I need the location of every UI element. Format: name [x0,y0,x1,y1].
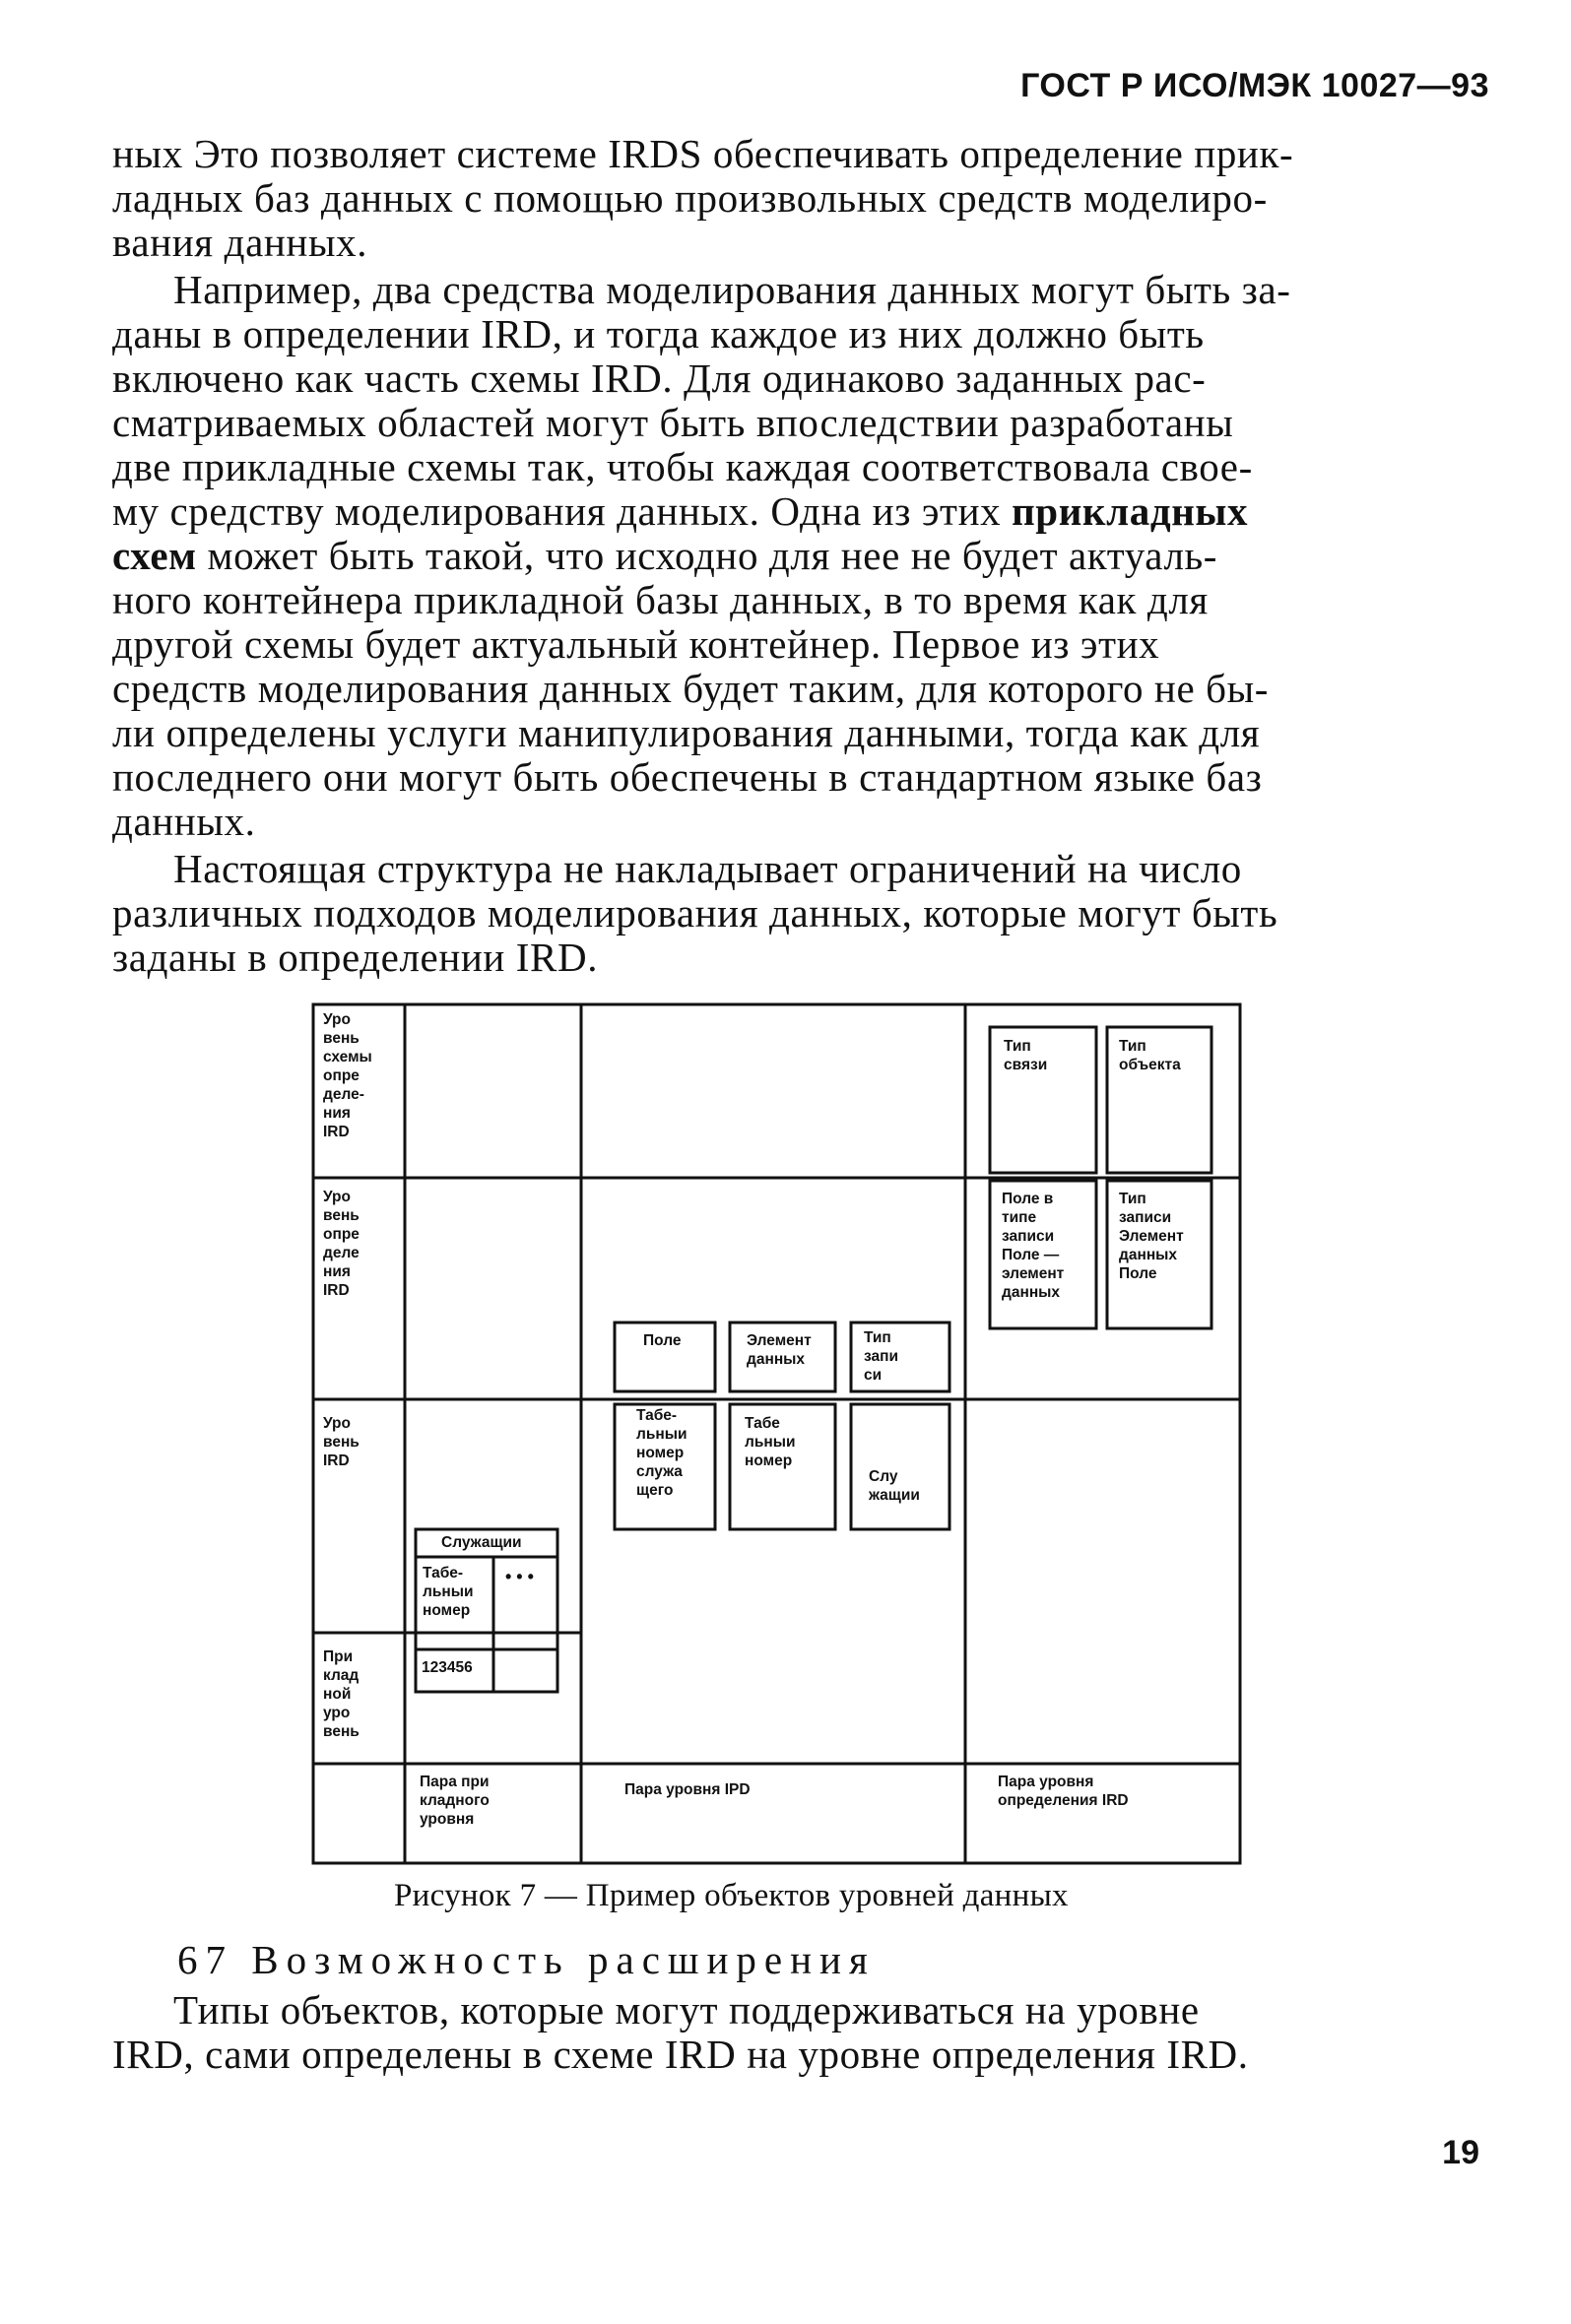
text-line [112,534,1491,578]
figure-caption: Рисунок 7 — Пример объектов уровней данных [394,1878,1069,1913]
ird-data-element-label: Элемент данных [747,1332,812,1368]
box-field-in-record-label: Поле в типе записи Поле — элемент данных [1002,1191,1065,1301]
ird-field-value-label: Табе- льныи номер служа щего [636,1407,687,1499]
text-line: ли определены услуги манипулирования данными, тогда как для [112,710,1261,755]
paragraph-3 [112,847,1491,980]
paragraph-4 [112,1988,1491,2077]
paragraph-1 [112,132,1491,265]
bold-term: схем [112,533,197,578]
bold-term: прикладных [1012,488,1249,534]
text-line: другой схемы будет актуальный контейнер. Первое из этих [112,621,1160,667]
text-line: ных Это позволяет системе IRDS обеспечивать определение прик- [112,131,1294,176]
text-run: му средству моделирования данных. Одна из этих [112,488,1013,534]
row-label-irdd-schema: Уро вень схемы опре деле- ния IRD [323,1011,372,1140]
text-line: Настоящая структура не накладывает ограничений на число [173,846,1242,891]
paragraph-2 [112,268,1491,844]
box-object-type-label: Тип объекта [1119,1038,1181,1073]
text-line: вания данных. [112,220,368,265]
text-line: включено как часть схемы IRD. Для одинаково заданных рас- [112,355,1207,401]
text-line: Типы объектов, которые могут поддерживаться на уровне [173,1987,1200,2033]
text-run: может быть такой, что исходно для нее не будет актуаль- [196,533,1218,578]
ird-record-type-label: Тип запи си [864,1329,899,1384]
document-header: ГОСТ Р ИСО/МЭК 10027—93 [1020,67,1489,104]
text-line: последнего они могут быть обеспечены в стандартном языке баз [112,754,1263,800]
text-line [112,489,1491,534]
pair-app-level: Пара при кладного уровня [420,1774,490,1828]
text-line: две прикладные схемы так, чтобы каждая соответствовала свое- [112,444,1253,489]
text-line: заданы в определении IRD. [112,935,599,980]
ird-element-value-label: Табе льныи номер [745,1415,796,1469]
pair-irdd-level: Пара уровня определения IRD [998,1774,1129,1809]
text-line: данных. [112,799,256,844]
row-label-ird: Уро вень IRD [323,1415,360,1469]
app-value-cell: 123456 [422,1659,473,1676]
app-table-title: Служащии [441,1534,522,1551]
box-record-type-list-label: Тип записи Элемент данных Поле [1119,1191,1184,1282]
ird-field-label: Поле [643,1332,682,1349]
text-line: даны в определении IRD, и тогда каждое из них должно быть [112,311,1205,356]
text-line: средств моделирования данных будет таким, для которого не бы- [112,666,1269,711]
app-column-label: Табе- льныи номер [423,1565,474,1619]
text-line: различных подходов моделирования данных, которые могут быть [112,890,1278,936]
section-title: 67 Возможность расширения [177,1937,876,1982]
row-label-irdd: Уро вень опре деле ния IRD [323,1189,360,1299]
row-label-app: При клад ной уро вень [323,1648,360,1740]
box-link-type-label: Тип связи [1004,1038,1048,1073]
text-line: сматриваемых областей могут быть впоследствии разработаны [112,400,1234,445]
page-number: 19 [1442,2134,1479,2171]
text-line: IRD, сами определены в схеме IRD на уровне определения IRD. [112,2032,1249,2077]
pair-ird-level: Пара уровня IPD [624,1781,751,1798]
text-line: ного контейнера прикладной базы данных, в то время как для [112,577,1209,622]
figure-7-diagram [311,1002,1244,1867]
text-line: ладных баз данных с помощью произвольных средств моделиро- [112,175,1268,221]
ird-record-value-label: Слу жащии [869,1468,920,1504]
app-more-columns: • • • [505,1567,534,1586]
text-line: Например, два средства моделирования данных могут быть за- [173,267,1291,312]
